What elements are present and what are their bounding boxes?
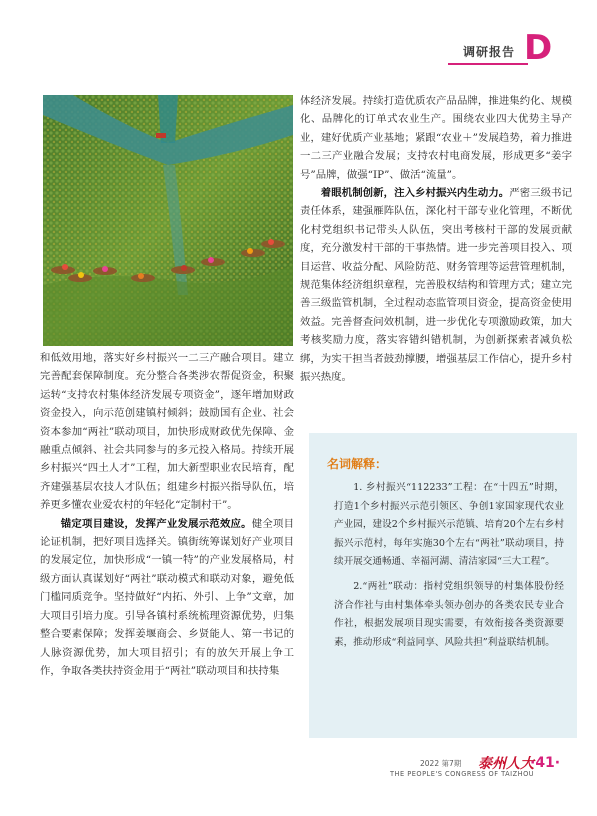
header-divider bbox=[448, 63, 528, 65]
glossary-item: 1. 乡村振兴“112233”工程：在“十四五”时期，打造1个乡村振兴示范引领区、争创1家国家现代农业产业园，建设2个乡村振兴示范镇、培育20个左右乡村振兴示范村，每年实施30个左右“两社”联动项目，持续开展交通畅通、幸福河湖、清洁家园“三大工程”。 bbox=[334, 482, 564, 568]
page-footer bbox=[380, 756, 580, 782]
section-label: 调研报告 bbox=[463, 45, 516, 59]
left-column-bottom bbox=[40, 349, 294, 680]
glossary-title: 名词解释： bbox=[327, 457, 388, 471]
page-number: ·41· bbox=[530, 755, 561, 771]
glossary-item: 2.“两社”联动：指村党组织领导的村集体股份经济合作社与由村集体牵头领办创办的各类农民专业合作社，根据发展项目现实需要，有效衔接各类资源要素，推动形成“利益同享、风险共担”利益联结机制。 bbox=[334, 580, 564, 648]
aerial-wetland-image bbox=[43, 95, 293, 346]
magazine-logo: 泰州人大 bbox=[478, 756, 534, 772]
paragraph: 着眼机制创新，注入乡村振兴内生动力。严密三级书记责任体系，建强雁阵队伍，深化村干部专业化管理，不断优化村党组织书记带头人队伍，突出考核村干部的发展贡献度，充分激发村干部的干事热情。进一步完善项目投入、项目运营、收益分配、风险防范、财务管理等运营管理机制，规范集体经济组织章程，完善股权结构和管理方式；建立完善三级监管机制，全过程动态监管项目资金，提高资金使用效益。完善督查问效机制，进一步优化专项激励政策，加大考核奖励力度，落实容错纠错机制，为创新探索者减负松绑，为实干担当者鼓劲撑腰，增强基层工作信心，提升乡村振兴热度。 bbox=[300, 187, 573, 384]
paragraph: 和低效用地，落实好乡村振兴一二三产融合项目。建立完善配套保障制度。充分整合各类涉农帮促资金，积聚运转“支持农村集体经济发展专项资金”，逐年增加财政资金投入，向示范创建镇村倾斜；鼓励国有企业、社会资本参加“两社”联动项目，加快形成财政优先保障、金融重点倾斜、社会共同参与的多元投入格局。持续开展乡村振兴“四土人才”工程，加大新型职业农民培育，配齐建强基层农技人才队伍；组建乡村振兴指导队伍，培养更多懂农业爱农村的年轻化“定制村干”。 bbox=[40, 352, 294, 512]
right-column-top bbox=[300, 92, 572, 387]
aerial-photo bbox=[43, 95, 293, 346]
paragraph: 体经济发展。持续打造优质农产品品牌，推进集约化、规模化、品牌化的订单式农业生产。围绕农业四大优势主导产业，建好优质产业基地；紧跟“农业＋”发展趋势，着力推进一二三产业融合发展；支持农村电商发展，形成更多“姜字号”品牌，做强“IP”、做活“流量”。 bbox=[300, 95, 572, 181]
glossary-box bbox=[309, 433, 577, 738]
paragraph: 锚定项目建设，发挥产业发展示范效应。健全项目论证机制，把好项目选择关。镇街统筹谋划好产业项目的发展定位，加快形成“一镇一特”的产业发展格局，村级方面认真谋划好“两社”联动模式和联动对象，避免低门槛同质竞争。坚持做好“内拓、外引、上争”文章，加大项目引培力度。引导各镇村系统梳理资源优势，归集整合要素保障；发挥姜堰商会、乡贤能人、第一书记的人脉资源优势，加大项目招引；有的放矢开展上争工作，争取各类扶持资金用于“两社”联动项目和扶持集 bbox=[40, 517, 295, 677]
magazine-subtitle: THE PEOPLE'S CONGRESS OF TAIZHOU bbox=[390, 770, 535, 778]
paragraph-heading: 锚定项目建设，发挥产业发展示范效应。 bbox=[60, 517, 252, 530]
paragraph-heading: 着眼机制创新，注入乡村振兴内生动力。 bbox=[320, 187, 510, 200]
section-letter: D bbox=[524, 28, 553, 68]
issue-number: 2022 第7期 bbox=[420, 759, 462, 768]
